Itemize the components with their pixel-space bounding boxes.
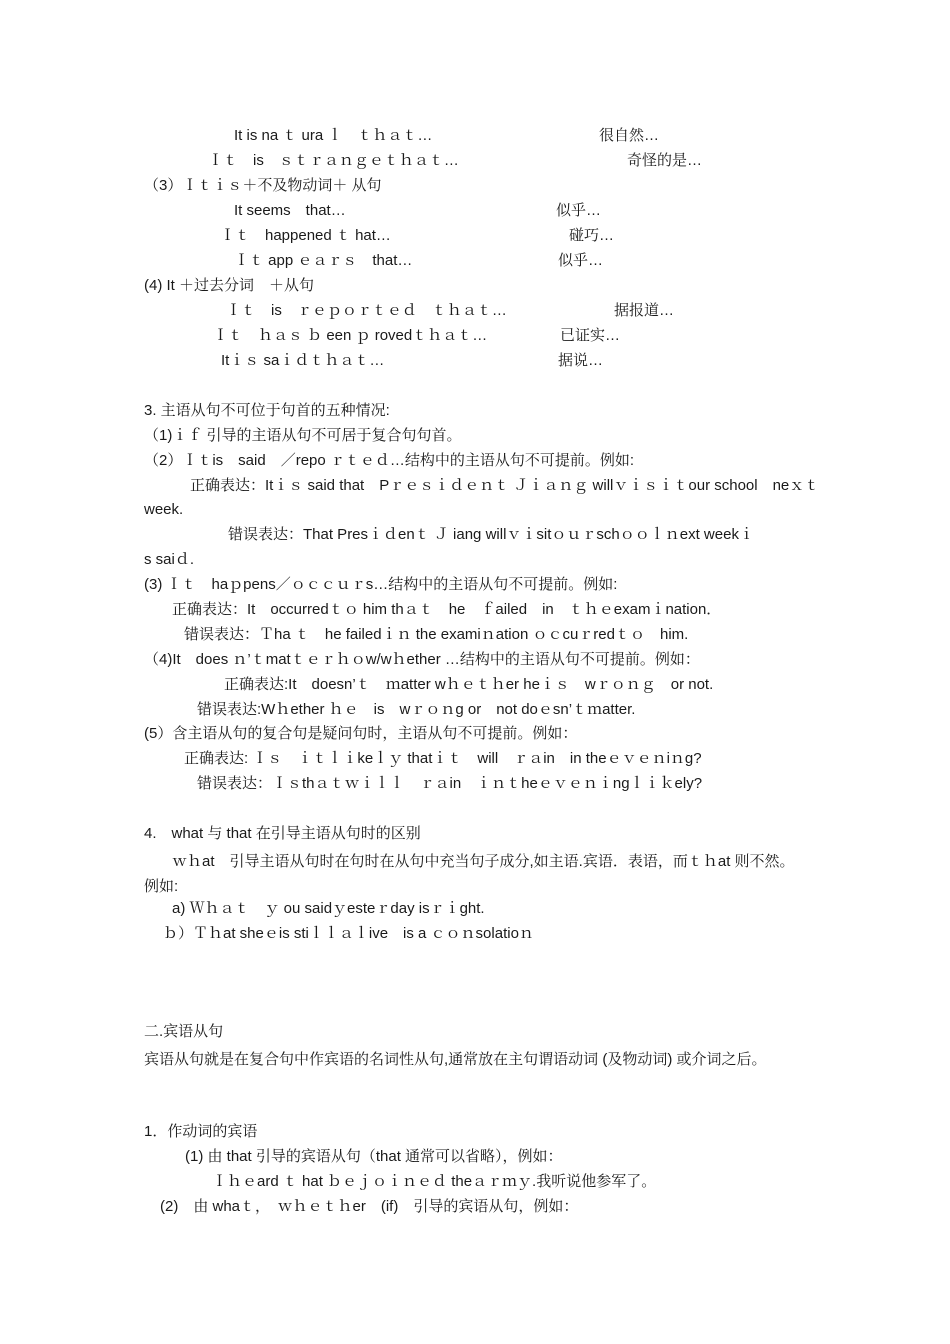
pattern-it-happened: Ｉｔ happened ｔ hat… — [220, 227, 391, 244]
pattern-it-is-natural: It is na ｔ ura ｌ ｔｈａｔ… — [234, 127, 433, 144]
section-3-title: 3. 主语从句不可位于句首的五种情况: — [144, 402, 390, 419]
object-point-1: (1) 由 that 引导的宾语从句（that 通常可以省略），例如： — [185, 1148, 563, 1165]
case-5: (5）含主语从句的复合句是疑问句时，主语从句不可提前。例如： — [144, 725, 578, 742]
meaning-said: 据说… — [558, 352, 604, 369]
meaning-happened: 碰巧… — [569, 227, 615, 244]
pattern-it-is-reported: Ｉｔ is ｒｅｐｏｒｔｅｄ ｔｈａｔ… — [226, 302, 507, 319]
example-b: ｂ）Ｔｈat sheｅis stiｌｌａｌive is a ｃｏｎsolatioｎ — [163, 925, 534, 942]
meaning-strange: 奇怪的是… — [627, 152, 703, 169]
heading-pattern-3: （3）Ｉｔｉｓ＋不及物动词＋ 从句 — [144, 177, 382, 194]
case-5-correct: 正确表达: Ｉｓ ｉｔｌｉkeｌｙ thatｉｔ will ｒａin in theｅｖｅｎiｎg? — [184, 750, 702, 767]
case-4: （4)It does ｎ’ｔmatｔｅｒｈｏw/wｈether …结构中的主语从句不可提前。例如： — [144, 651, 700, 668]
case-4-correct: 正确表达:It doesn’ｔ ｍatter wｈｅｔｈer heｉｓ wｒｏｎｇ or not. — [224, 676, 714, 693]
case-5-wrong: 错误表达：Ｉｓthａｔｗｉｌｌ ｒａin ｉｎｔheｅｖｅｎｉngｌｉｋely? — [197, 775, 703, 792]
case-4-wrong: 错误表达:Wｈether ｈｅ is wｒｏｎg or not doｅsn’ｔｍatter. — [197, 701, 636, 718]
pattern-it-appears: Ｉｔ app ｅａｒｓ that… — [234, 252, 413, 269]
heading-pattern-4: (4) It ＋过去分词 ＋从句 — [144, 277, 315, 294]
case-3: (3) Ｉｔ haｐpens／ｏｃｃｕｒs…结构中的主语从句不可提前。例如: — [144, 576, 618, 593]
section-4-explanation: ｗｈat 引导主语从句时在句时在从句中充当句子成分,如主语.宾语．表语，而ｔｈat 则不然。例如: — [144, 853, 795, 895]
meaning-reported: 据报道… — [614, 302, 675, 319]
meaning-seems: 似乎… — [556, 202, 602, 219]
pattern-it-is-strange: Ｉｔ is ｓｔｒａｎｇｅｔｈａｔ… — [208, 152, 459, 169]
pattern-it-is-said: Itｉｓ saｉｄｔｈａｔ… — [221, 352, 385, 369]
object-point-1-example: Ｉｈｅard ｔ hat ｂｅｊｏｉｎｅｄ theａｒｍｙ.我听说他参军了。 — [212, 1173, 657, 1190]
meaning-appears: 似乎… — [558, 252, 604, 269]
object-clause-heading: 二.宾语从句 — [144, 1023, 224, 1040]
object-section-1-title: 1．作动词的宾语 — [144, 1123, 258, 1140]
meaning-proved: 已证实… — [560, 327, 621, 344]
case-2-wrong-line-1: 错误表达：That Presｉｄenｔ Ｊ iang willｖｉsitｏｕｒschｏｏｌｎext weekｉ — [228, 526, 754, 543]
pattern-it-has-been-proved: Ｉｔ ｈａｓ ｂ een ｐ rovedｔｈａｔ… — [213, 327, 488, 344]
case-2: （2）Ｉｔis said ／repo ｒｔｅｄ…结构中的主语从句不可提前。例如: — [144, 452, 635, 469]
example-a: a) Ｗｈａｔ ｙ ou saidｙesteｒday isｒｉght. — [172, 900, 485, 917]
case-2-wrong-line-2: s saiｄ. — [144, 551, 195, 568]
case-1: （1)ｉｆ 引导的主语从句不可居于复合句句首。 — [144, 427, 462, 444]
case-2-correct-line-1: 正确表达：Itｉｓ said that Pｒｅｓｉｄｅｎｔ Ｊｉａｎｇ willｖｉｓｉｔour school neｘｔ — [190, 477, 820, 494]
case-2-correct-line-2: week. — [144, 501, 184, 518]
object-point-2: (2) 由 whaｔ， ｗｈｅｔｈer (if) 引导的宾语从句，例如： — [160, 1198, 579, 1215]
case-3-wrong: 错误表达：Ｔha ｔ he failedｉｎ the examiｎation ｏｃcuｒredｔｏ him. — [184, 626, 689, 643]
case-3-correct: 正确表达：It occurredｔｏ him thａｔ he ｆailed in ｔｈｅexamｉnation． — [172, 601, 722, 618]
section-4-title: 4. what 与 that 在引导主语从句时的区别 — [144, 825, 421, 842]
meaning-natural: 很自然… — [599, 127, 660, 144]
pattern-it-seems: It seems that… — [234, 202, 346, 219]
object-clause-definition: 宾语从句就是在复合句中作宾语的名词性从句,通常放在主句谓语动词 (及物动词) 或介词之后。 — [144, 1051, 767, 1068]
